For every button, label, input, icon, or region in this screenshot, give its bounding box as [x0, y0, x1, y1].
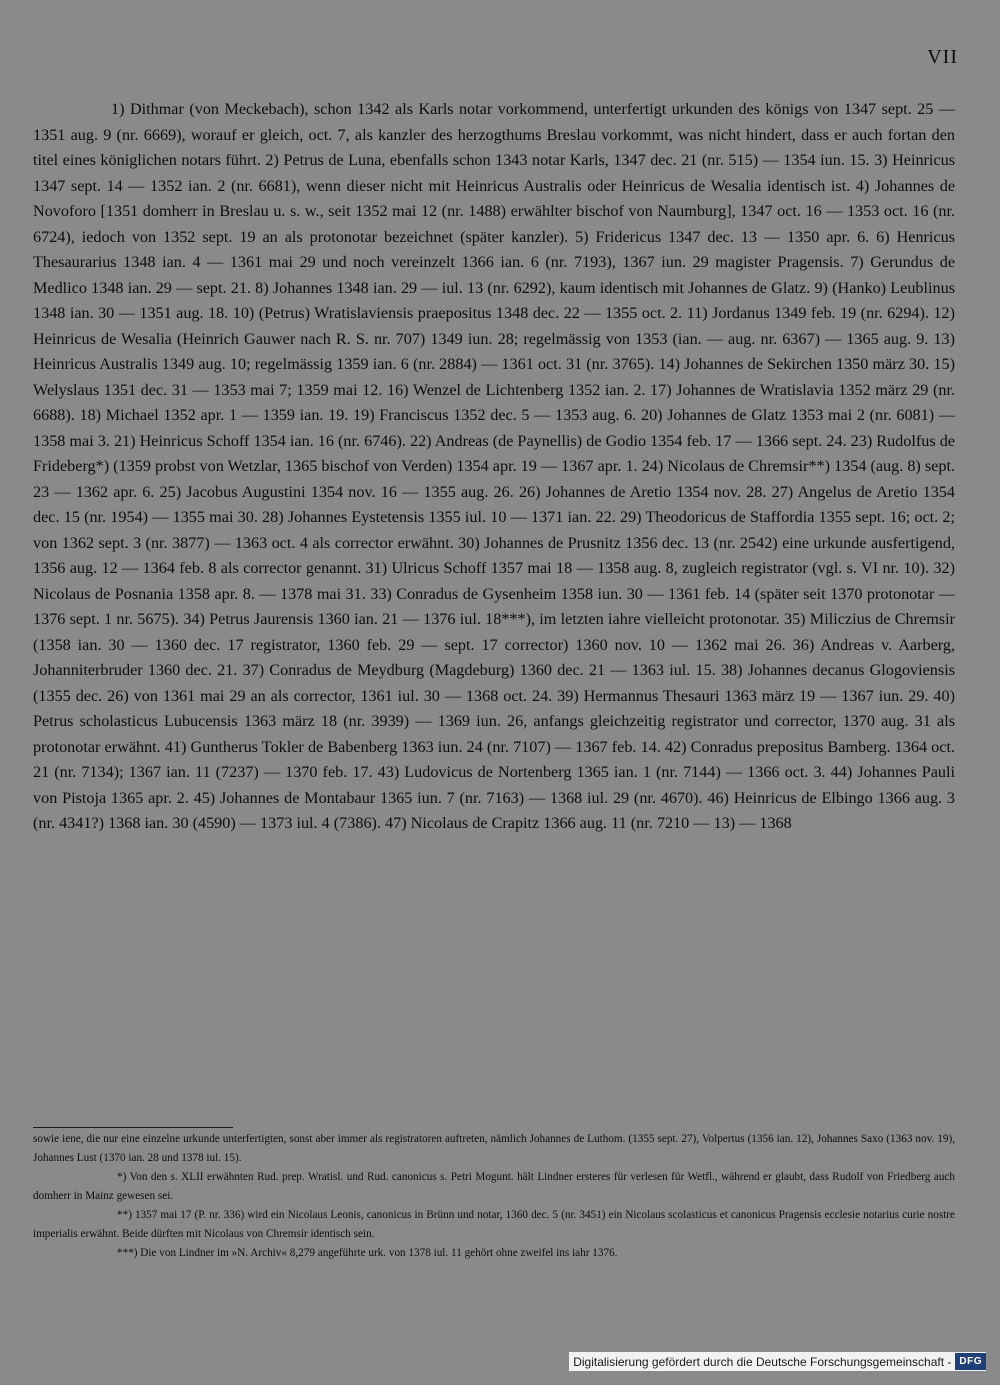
credit-text: Digitalisierung gefördert durch die Deutsche Forschungsgemeinschaft -	[573, 1354, 952, 1369]
footnote-3: ***) Die von Lindner im »N. Archiv« 8,279 angeführte urk. von 1378 iul. 11 gehört ohne zweifel ins iahr 1376.	[117, 1247, 618, 1259]
main-text: 1) Dithmar (von Meckebach), schon 1342 als Karls notar vorkommend, unterfertigt urkunden des königs von 1347 sept. 25 — 1351 aug. 9 (nr. 6669), worauf er gleich, oct. 7, als kanzler des herzogthums Breslau vorkommt, was nicht hindert, dass er auch fortan den titel eines königlichen notars führt. 2) Petrus de Luna, ebenfalls schon 1343 notar Karls, 1347 dec. 21 (nr. 515) — 1354 iun. 15. 3) Heinricus 1347 sept. 14 — 1352 ian. 2 (nr. 6681), wenn dieser nicht mit Heinricus Australis oder Heinricus de Wesalia identisch ist. 4) Johannes de Novoforo [1351 domherr in Breslau u. s. w., seit 1352 mai 12 (nr. 1488) erwählter bischof von Naumburg], 1347 oct. 16 — 1353 oct. 16 (nr. 6724), iedoch von 1352 sept. 19 an als protonotar bezeichnet (später kanzler). 5) Fridericus 1347 dec. 13 — 1350 apr. 6. 6) Henricus Thesaurarius 1348 ian. 4 — 1361 mai 29 und noch vereinzelt 1366 ian. 6 (nr. 7193), 1367 iun. 29 magister Pragensis. 7) Gerundus de Medlico 1348 ian. 29 — sept. 21. 8) Johannes 1348 ian. 29 — iul. 13 (nr. 6292), kaum identisch mit Johannes de Glatz. 9) (Hanko) Leublinus 1348 ian. 30 — 1351 aug. 18. 10) (Petrus) Wratislaviensis praepositus 1348 dec. 22 — 1355 oct. 2. 11) Jordanus 1349 feb. 19 (nr. 6294). 12) Heinricus de Wesalia (Heinrich Gauwer nach R. S. nr. 707) 1349 iun. 28; regelmässig von 1353 (ian. — aug. nr. 6367) — 1365 aug. 9. 13) Heinricus Australis 1349 aug. 10; regelmässig 1359 ian. 6 (nr. 2884) — 1361 oct. 31 (nr. 3765). 14) Johannes de Sekirchen 1350 märz 30. 15) Welyslaus 1351 dec. 31 — 1353 mai 7; 1359 mai 12. 16) Wenzel de Lichtenberg 1352 ian. 2. 17) Johannes de Wratislavia 1352 märz 29 (nr. 6688). 18) Michael 1352 apr. 1 — 1359 ian. 19. 19) Franciscus 1352 dec. 5 — 1353 aug. 6. 20) Johannes de Glatz 1353 mai 2 (nr. 6081) — 1358 mai 3. 21) Heinricus Schoff 1354 ian. 16 (nr. 6746). 22) Andreas (de Paynellis) de Godio 1354 feb. 17 — 1366 sept. 24. 23) Rudolfus de Frideberg*) (1359 probst von Wetzlar, 1365 bischof von Verden) 1354 apr. 19 — 1367 apr. 1. 24) Nicolaus de Chremsir**) 1354 (aug. 8) sept. 23 — 1362 apr. 6. 25) Jacobus Augustini 1354 nov. 16 — 1355 aug. 26. 26) Johannes de Aretio 1354 nov. 28. 27) Angelus de Aretio 1354 dec. 15 (nr. 1954) — 1355 mai 30. 28) Johannes Eystetensis 1355 iul. 10 — 1371 ian. 22. 29) Theodoricus de Staffordia 1355 sept. 16; oct. 2; von 1362 sept. 3 (nr. 3877) — 1363 oct. 4 als corrector erwähnt. 30) Johannes de Prusnitz 1356 dec. 13 (nr. 2542) eine urkunde ausfertigend, 1356 aug. 12 — 1364 feb. 8 als corrector genannt. 31) Ulricus Schoff 1357 mai 18 — 1358 aug. 8, zugleich registrator (vgl. s. VI nr. 10). 32) Nicolaus de Posnania 1358 apr. 8. — 1378 mai 31. 33) Conradus de Gysenheim 1358 iun. 30 — 1361 feb. 14 (später seit 1370 protonotar — 1376 sept. 1 nr. 5675). 34) Petrus Jaurensis 1360 ian. 21 — 1376 iul. 18***), im letzten iahre vielleicht protonotar. 35) Miliczius de Chremsir (1358 ian. 30 — 1360 dec. 17 registrator, 1360 feb. 29 — sept. 17 corrector) 1360 nov. 10 — 1362 mai 26. 36) Andreas v. Aarberg, Johanniterbruder 1360 dec. 21. 37) Conradus de Meydburg (Magdeburg) 1360 dec. 21 — 1363 iul. 15. 38) Johannes decanus Glogoviensis (1355 dec. 26) von 1361 mai 29 an als corrector, 1361 iul. 30 — 1368 oct. 24. 39) Hermannus Thesauri 1363 märz 19 — 1367 iun. 29. 40) Petrus scholasticus Lubucensis 1363 märz 18 (nr. 3939) — 1369 iun. 26, anfangs gleichzeitig registrator und corrector, 1370 aug. 31 als protonotar erwähnt. 41) Guntherus Tokler de Babenberg 1363 iun. 24 (nr. 7107) — 1367 feb. 14. 42) Conradus prepositus Bamberg. 1364 oct. 21 (nr. 7134); 1367 ian. 11 (7237) — 1370 feb. 17. 43) Ludovicus de Nortenberg 1365 ian. 1 (nr. 7144) — 1366 oct. 3. 44) Johannes Pauli von Pistoja 1365 apr. 2. 45) Johannes de Montabaur 1365 iun. 7 (nr. 7163) — 1368 iul. 29 (nr. 4670). 46) Heinricus de Elbingo 1366 aug. 3 (nr. 4341?) 1368 ian. 30 (4590) — 1373 iul. 4 (7386). 47) Nicolaus de Crapitz 1366 aug. 11 (nr. 7210 — 13) — 1368	[33, 100, 955, 832]
footnote-2: **) 1357 mai 17 (P. nr. 336) wird ein Nicolaus Leonis, canonicus in Brünn und notar, 1360 dec. 5 (nr. 3451) ein Nicolaus scolasticus et canonicus Pragensis ecclesie notarius curie nostre imperialis erwähnt. Beide dürften mit Nicolaus von Chremsir identisch sein.	[33, 1209, 955, 1240]
dfg-logo-icon: DFG	[955, 1353, 986, 1370]
page-number: VII	[927, 46, 958, 68]
footnote-continuation: sowie iene, die nur eine einzelne urkunde unterfertigten, sonst aber immer als registratoren auftreten, nämlich Johannes de Luthom. (1355 sept. 27), Volpertus (1356 ian. 12), Johannes Saxo (1363 nov. 19), Johannes Lust (1370 ian. 28 und 1378 iul. 15).	[33, 1133, 955, 1164]
credit-bar[interactable]	[569, 1352, 986, 1371]
footnote-1: *) Von den s. XLII erwähnten Rud. prep. Wratisl. und Rud. canonicus s. Petri Mogunt. hält Lindner ersteres für verlesen für Wetfl., während er glaubt, dass Rudolf von Friedberg auch domherr in Mainz gewesen sei.	[33, 1171, 955, 1202]
footnotes	[33, 1130, 955, 1263]
footnote-rule	[33, 1127, 233, 1128]
